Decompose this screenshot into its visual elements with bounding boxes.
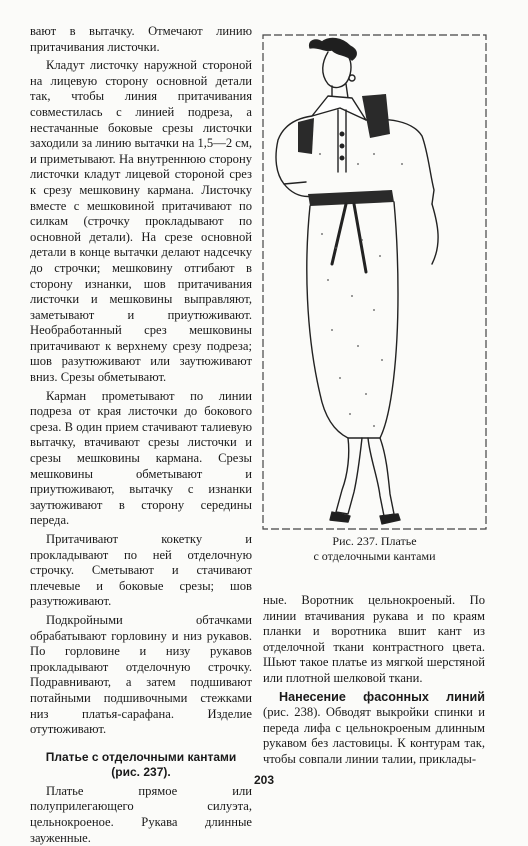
term-highlight: Нанесение фасонных линий (279, 689, 485, 704)
dress-illustration (262, 34, 487, 530)
paragraph: Подкройными обтачками обрабатывают горловину и низ рукавов. По горловине и низу рукавов прокладывают отделочную строчку. Подравнивают, а затем подшивают потайными подшивочными стежками низ платья-сарафана. Изделие отутюживают. (30, 612, 252, 737)
figure-caption-line2: с отделочными кантами (313, 549, 436, 563)
figure-caption-line1: Рис. 237. Платье (332, 534, 417, 548)
paragraph: Карман прометывают по линии подреза от края листочки до бокового среза. В один прием стачивают талиевую вытачку, втачивают срезы листочки и срезы мешковины кармана. Срезы мешковины обметывают и приутюживают, вытачку с изнанки заутюживают в сторону середины переда. (30, 388, 252, 528)
left-text-column (30, 24, 252, 846)
right-text-column (263, 593, 485, 768)
figure-caption (262, 534, 487, 564)
section-heading-line1: Платье с отделочными кантами (45, 749, 237, 764)
paragraph: Платье прямое или полуприлегающего силуэта, цельнокроеное. Рукава длинные зауженные. (30, 783, 252, 845)
section-heading-line2: (рис. 237). (111, 764, 171, 779)
paragraph-text: (рис. 238). Обводят выкройки спинки и переда лифа с цельнокроеным длинным рукавом без ластовицы. К контурам так, чтобы совпали линии талии, приклады- (263, 705, 485, 766)
paragraph: ные. Воротник цельнокроеный. По линии втачивания рукава и по краям планки и воротника вшит кант из отделочной ткани контрастного цвета. Шьют такое платье из мягкой шерстяной или плотной шелковой ткани. (263, 593, 485, 685)
paragraph (263, 690, 485, 768)
paragraph: Притачивают кокетку и прокладывают по ней отделочную строчку. Сметывают и стачивают плечевые и боковые срезы; шов разутюживают. (30, 532, 252, 609)
paragraph: Кладут листочку наружной стороной на лицевую сторону основной детали так, чтобы линия притачивания совместилась с линией подреза, а нестачанные боковые срезы листочки заходили за линию вытачки на 1,5—2 см, и приметывают. На внутреннюю сторону листочки кладут лицевой стороной срез к срезу мешковину кармана. Листочку вместе с мешковиной притачивают по силкам (строчку прокладывают по основной детали). На срезе основной детали в конце вытачки делают надсечку до строчки; мешковину отгибают в сторону изнанки, шов притачивания листочки и мешковины выправляют, заметывают и приутюживают. Необработанный срез мешковины притачивают к верхнему срезу подреза; шов разутюживают или заутюживают вниз. Срезы обметывают. (30, 58, 252, 385)
paragraph: вают в вытачку. Отмечают линию притачивания листочки. (30, 24, 252, 54)
page-number: 203 (253, 773, 275, 787)
